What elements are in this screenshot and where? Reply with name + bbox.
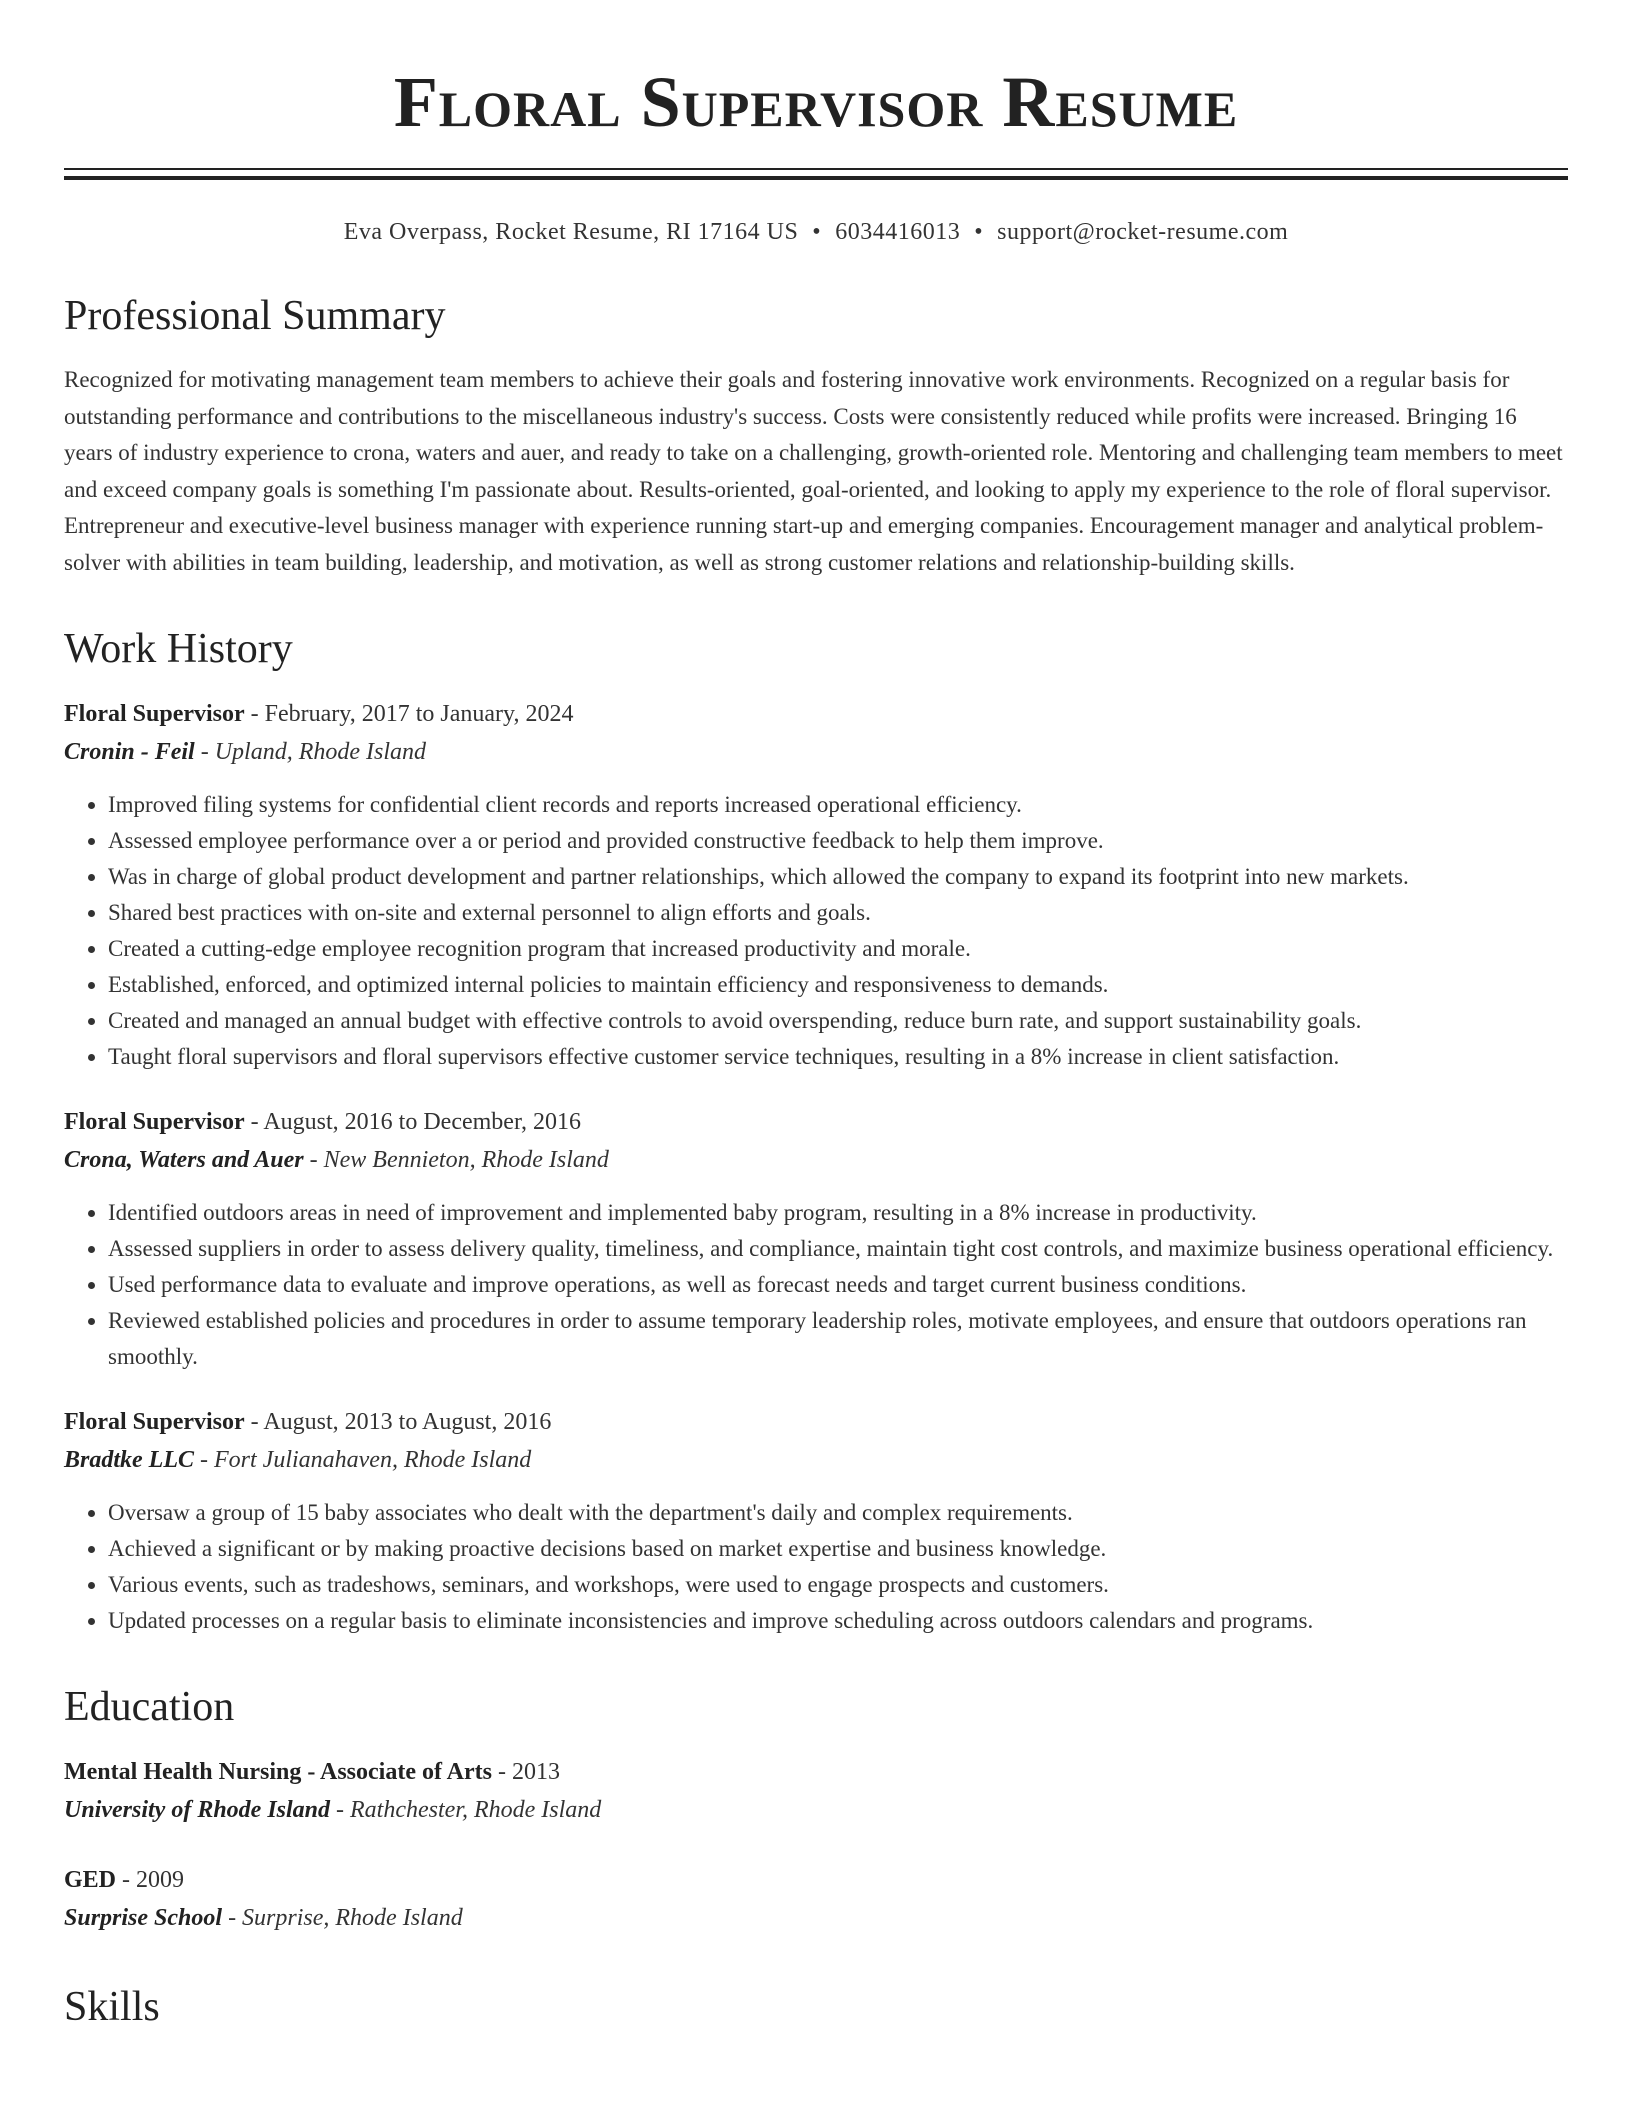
job-location: - Fort Julianahaven, Rhode Island (194, 1447, 532, 1473)
education-year: - 2009 (116, 1867, 185, 1893)
list-item: • Various events, such as tradeshows, seminars, and workshops, were used to engage prospects and customers. (108, 1567, 1568, 1603)
contact-phone: 6034416013 (835, 219, 961, 245)
job-employer (64, 733, 1568, 771)
list-item: • Was in charge of global product development and partner relationships, which allowed the company to expand its footprint into new markets. (108, 859, 1568, 895)
section-heading-skills: Skills (64, 1984, 160, 2030)
job-company: Cronin - Feil (64, 739, 195, 765)
job-title: Floral Supervisor (64, 701, 245, 727)
contact-line (64, 216, 1568, 248)
list-item: • Assessed employee performance over a or period and provided constructive feedback to help them improve. (108, 823, 1568, 859)
list-item: • Created and managed an annual budget with effective controls to avoid overspending, reduce burn rate, and support sustainability goals. (108, 1003, 1568, 1039)
job-bullets (64, 787, 1568, 1075)
list-item: • Assessed suppliers in order to assess delivery quality, timeliness, and compliance, maintain tight cost controls, and maximize business operational efficiency. (108, 1231, 1568, 1267)
title-rule-thick (64, 176, 1568, 180)
job-location: - New Bennieton, Rhode Island (303, 1147, 609, 1173)
job-entry (64, 1103, 1568, 1375)
education-entry (64, 1861, 1568, 1937)
job-entry (64, 1403, 1568, 1639)
job-header (64, 695, 1568, 733)
list-item: • Used performance data to evaluate and improve operations, as well as forecast needs and target current business conditions. (108, 1267, 1568, 1303)
job-bullets (64, 1195, 1568, 1375)
section-heading-work: Work History (64, 626, 293, 672)
job-dates: - August, 2013 to August, 2016 (244, 1409, 552, 1435)
list-item: • Oversaw a group of 15 baby associates who dealt with the department's daily and complex requirements. (108, 1495, 1568, 1531)
job-bullets (64, 1495, 1568, 1639)
contact-email: support@rocket-resume.com (997, 219, 1289, 245)
contact-separator: • (974, 219, 984, 245)
title-rule-thin (64, 168, 1568, 170)
list-item: • Identified outdoors areas in need of improvement and implemented baby program, resulting in a 8% increase in productivity. (108, 1195, 1568, 1231)
education-school-line (64, 1899, 1568, 1937)
list-item: • Established, enforced, and optimized internal policies to maintain efficiency and responsiveness to demands. (108, 967, 1568, 1003)
list-item: • Improved filing systems for confidential client records and reports increased operational efficiency. (108, 787, 1568, 823)
section-heading-education: Education (64, 1684, 235, 1730)
contact-address: Eva Overpass, Rocket Resume, RI 17164 US (343, 219, 799, 245)
list-item: • Shared best practices with on-site and external personnel to align efforts and goals. (108, 895, 1568, 931)
education-header (64, 1861, 1568, 1899)
list-item: • Taught floral supervisors and floral supervisors effective customer service techniques, resulting in a 8% increase in client satisfaction. (108, 1039, 1568, 1075)
job-company: Crona, Waters and Auer (64, 1147, 304, 1173)
job-title: Floral Supervisor (64, 1409, 245, 1435)
job-employer (64, 1441, 1568, 1479)
job-employer (64, 1141, 1568, 1179)
job-title: Floral Supervisor (64, 1109, 245, 1135)
job-entry (64, 695, 1568, 1075)
education-year: - 2013 (491, 1759, 560, 1785)
section-heading-summary: Professional Summary (64, 293, 446, 339)
education-entry (64, 1753, 1568, 1829)
contact-separator: • (812, 219, 822, 245)
job-company: Bradtke LLC (64, 1447, 194, 1473)
job-header (64, 1103, 1568, 1141)
summary-text: Recognized for motivating management team members to achieve their goals and fostering innovative work environments. Recognized on a regular basis for outstanding performance and contributions to the miscellaneous industry's success. Costs were consistently reduced while profits were increased. Bringing 16 years of industry experience to crona, waters and auer, and ready to take on a challenging, growth-oriented role. Mentoring and challenging team members to meet and exceed company goals is something I'm passionate about. Results-oriented, goal-oriented, and looking to apply my experience to the role of floral supervisor. Entrepreneur and executive-level business manager with experience running start-up and emerging companies. Encouragement manager and analytical problem-solver with abilities in team building, leadership, and motivation, as well as strong customer relations and relationship-building skills. (64, 367, 1563, 575)
education-school: University of Rhode Island (64, 1797, 331, 1823)
education-degree: GED (64, 1867, 117, 1893)
education-header (64, 1753, 1568, 1791)
resume-title: Floral Supervisor Resume (393, 62, 1239, 142)
education-school: Surprise School (64, 1905, 223, 1931)
list-item: • Updated processes on a regular basis to eliminate inconsistencies and improve scheduling across outdoors calendars and programs. (108, 1603, 1568, 1639)
job-header (64, 1403, 1568, 1441)
job-location: - Upland, Rhode Island (194, 739, 427, 765)
job-dates: - February, 2017 to January, 2024 (244, 701, 574, 727)
list-item: • Reviewed established policies and procedures in order to assume temporary leadership roles, motivate employees, and ensure that outdoors operations ran smoothly. (108, 1303, 1568, 1375)
education-location: - Surprise, Rhode Island (222, 1905, 463, 1931)
education-degree: Mental Health Nursing - Associate of Arts (64, 1759, 492, 1785)
list-item: • Achieved a significant or by making proactive decisions based on market expertise and business knowledge. (108, 1531, 1568, 1567)
list-item: • Created a cutting-edge employee recognition program that increased productivity and morale. (108, 931, 1568, 967)
job-dates: - August, 2016 to December, 2016 (244, 1109, 581, 1135)
education-location: - Rathchester, Rhode Island (330, 1797, 602, 1823)
education-school-line (64, 1791, 1568, 1829)
